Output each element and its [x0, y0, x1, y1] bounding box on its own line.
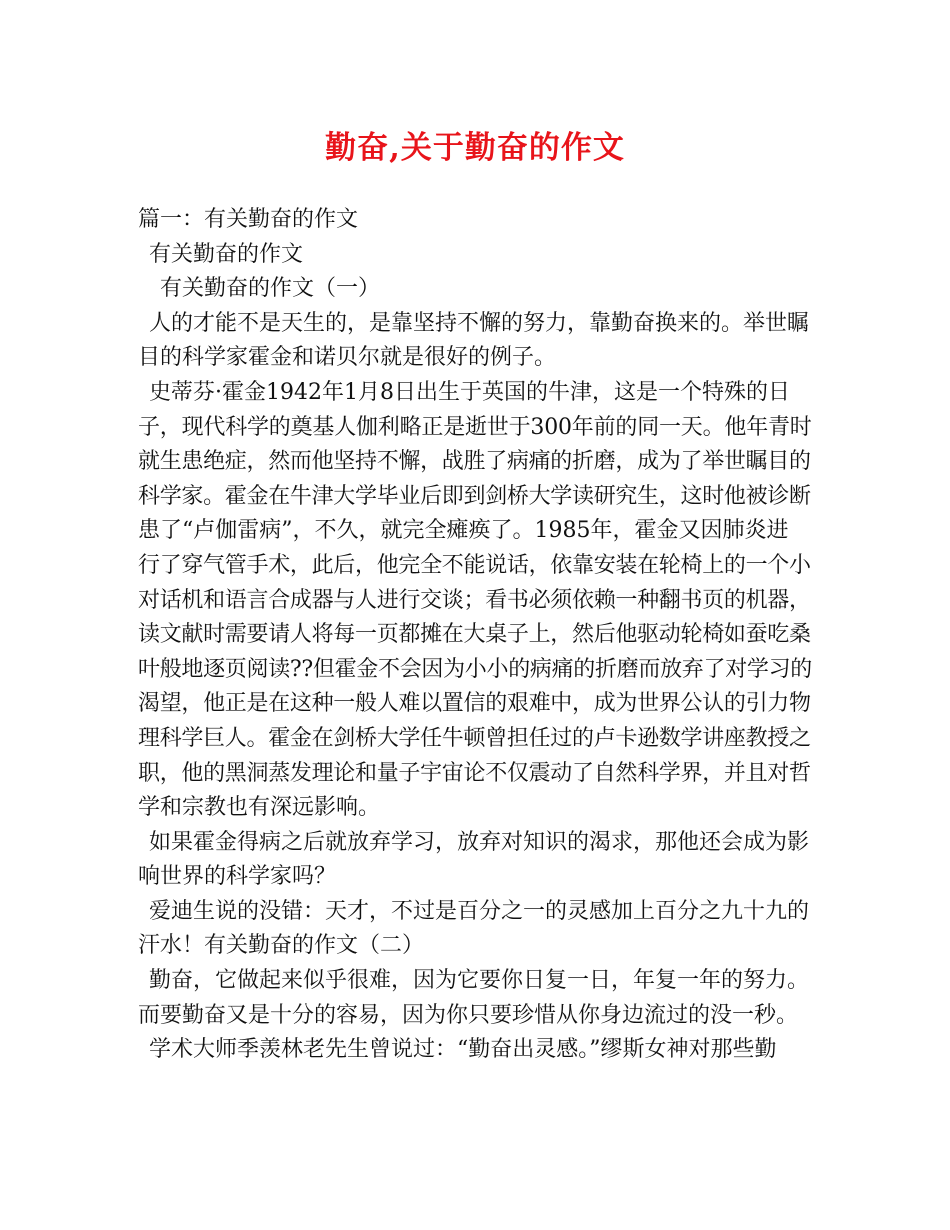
- paragraph-line: 人的才能不是天生的，是靠坚持不懈的努力，靠勤奋换来的。举世瞩: [149, 310, 810, 336]
- paragraph-line: 爱迪生说的没错：天才，不过是百分之一的灵感加上百分之九十九的: [149, 898, 810, 924]
- paragraph-line: 叶般地逐页阅读??但霍金不会因为小小的病痛的折磨而放弃了对学习的: [138, 656, 812, 682]
- paragraph-line: 学术大师季羡林老先生曾说过：“勤奋出灵感。”缪斯女神对那些勤: [149, 1037, 777, 1063]
- paragraph-line: 汗水！有关勤奋的作文（二）: [138, 933, 425, 959]
- paragraph-line: 史蒂芬·霍金1942年1月8日出生于英国的牛津，这是一个特殊的日: [149, 379, 790, 405]
- subsection-heading: 有关勤奋的作文（一）: [160, 276, 381, 302]
- paragraph-line: 职，他的黑洞蒸发理论和量子宇宙论不仅震动了自然科学界，并且对哲: [138, 760, 811, 786]
- document-title: 勤奋,关于勤奋的作文: [325, 130, 625, 166]
- paragraph-line: 理科学巨人。霍金在剑桥大学任牛顿曾担任过的卢卡逊数学讲座教授之: [138, 725, 811, 751]
- paragraph-line: 如果霍金得病之后就放弃学习，放弃对知识的渴求，那他还会成为影: [149, 829, 810, 855]
- paragraph-line: 读文献时需要请人将每一页都摊在大桌子上，然后他驱动轮椅如蚕吃桑: [138, 622, 811, 648]
- paragraph-line: 学和宗教也有深远影响。: [138, 795, 381, 821]
- paragraph-line: 对话机和语言合成器与人进行交谈；看书必须依赖一种翻书页的机器，: [138, 587, 811, 613]
- paragraph-line: 勤奋，它做起来似乎很难，因为它要你日复一日，年复一年的努力。: [149, 968, 810, 994]
- paragraph-line: 渴望，他正是在这种一般人难以置信的艰难中，成为世界公认的引力物: [138, 691, 811, 717]
- paragraph-line: 科学家。霍金在牛津大学毕业后即到剑桥大学读研究生，这时他被诊断: [138, 483, 811, 509]
- paragraph-line: 子，现代科学的奠基人伽利略正是逝世于300年前的同一天。他年青时: [138, 414, 812, 440]
- paragraph-line: 响世界的科学家吗？: [138, 864, 337, 890]
- section-heading: 篇一：有关勤奋的作文: [138, 207, 359, 232]
- paragraph-line: 患了“卢伽雷病”，不久，就完全瘫痪了。1985年，霍金又因肺炎进: [138, 518, 789, 544]
- paragraph-line: 而要勤奋又是十分的容易，因为你只要珍惜从你身边流过的没一秒。: [138, 1002, 799, 1028]
- paragraph-line: 就生患绝症，然而他坚持不懈，战胜了病痛的折磨，成为了举世瞩目的: [138, 449, 811, 475]
- document-body: [138, 203, 813, 1068]
- article-heading: 有关勤奋的作文: [149, 241, 304, 267]
- paragraph-line: 行了穿气管手术，此后，他完全不能说话，依靠安装在轮椅上的一个小: [138, 552, 811, 578]
- paragraph-line: 目的科学家霍金和诺贝尔就是很好的例子。: [138, 345, 557, 371]
